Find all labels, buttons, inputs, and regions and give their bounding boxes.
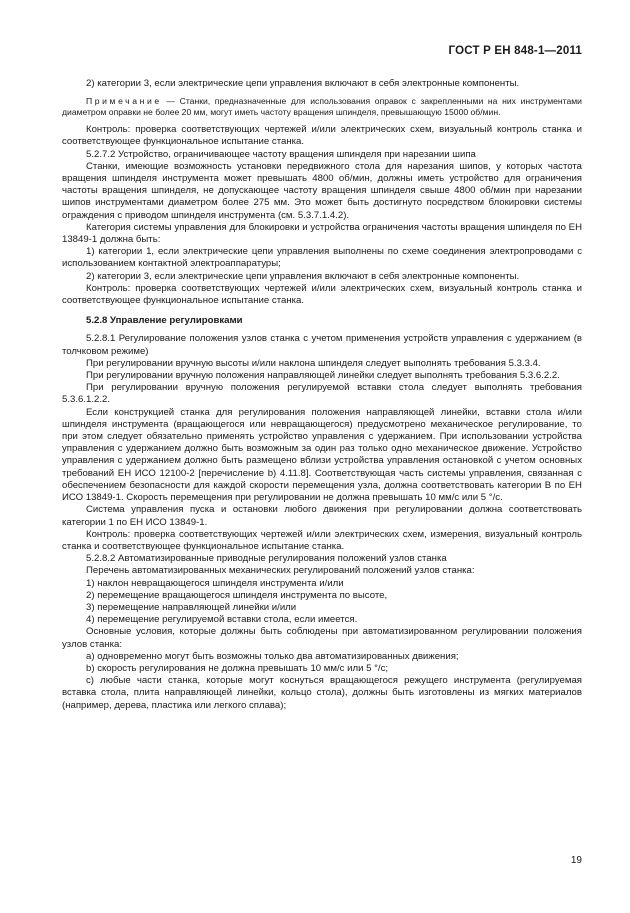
list-item: 1) наклон невращающегося шпинделя инструмента и/или bbox=[86, 577, 344, 589]
list-item: c) любые части станка, которые могут коснуться вращающегося режущего инструмента (регулируемая вставка стола, плита направляющей линейки, кольцо стола), должны быть изготовлены из мягких материалов (например, дерева, пластика или легкого сплава); bbox=[62, 675, 582, 711]
list-item: 4) перемещение регулируемой вставки стола, если имеется. bbox=[86, 614, 358, 626]
paragraph: Основные условия, которые должны быть соблюдены при автоматизированном регулировании положения узлов станка: bbox=[62, 626, 582, 650]
list-item: 1) категории 1, если электрические цепи управления выполнены по схеме соединения электропроводами с использованием контактной электроаппаратуры; bbox=[62, 246, 582, 270]
paragraph: Если конструкцией станка для регулирования положения направляющей линейки, вставки стола и/или шпинделя инструмента (вращающегося или невращающегося) предусмотрено механическое регулирование, то при этом следует обязательно применять устройство управления с удержанием. При использовании устройства управления с удержанием должно быть возможным за один раз только одно механическое движение. Устройство управления с удержанием должно быть размещено вблизи устройства управления остановкой с учетом основных требований ЕН ИСО 12100-2 [перечисление b) 4.11.8]. Соответствующая часть системы управления, связанная с обеспечением безопасности для каждой скорости перемещения узла, должна соответствовать категории В по ЕН ИСО 13849-1. Скорость перемещения при регулировании не должна превышать 10 мм/с или 5 °/с. bbox=[62, 406, 582, 504]
paragraph: Перечень автоматизированных механических регулирований положений узлов станка: bbox=[86, 565, 475, 577]
paragraph: При регулировании вручную положения направляющей линейки следует выполнять требования 5.3.6.2.2. bbox=[86, 370, 560, 382]
paragraph: Контроль: проверка соответствующих чертежей и/или электрических схем, измерения, визуальный контроль станка и соответствующее функциональное испытание станка. bbox=[62, 528, 582, 552]
note bbox=[62, 96, 582, 118]
list-item: b) скорость регулирования не должна превышать 10 мм/с или 5 °/с; bbox=[86, 662, 389, 674]
paragraph: Станки, имеющие возможность установки передвижного стола для нарезания шипов, у которых частота вращения шпинделя инструмента может превышать 4800 об/мин, должны иметь устройство для ограничения частоты вращения шпинделя, не допускающее частоту вращения шпинделя свыше 4800 об/мин при нарезании шипов инструментами диаметром более 275 мм. Это может быть достигнуто посредством блокировки системы ограждения с приводом шпинделя инструмента (см. 5.3.7.1.4.2). bbox=[62, 160, 582, 221]
standard-header: ГОСТ Р ЕН 848-1—2011 bbox=[448, 45, 582, 57]
list-item: 3) перемещение направляющей линейки и/или bbox=[86, 601, 297, 613]
paragraph: Контроль: проверка соответствующих чертежей и/или электрических схем, визуальный контроль станка и соответствующее функциональное испытание станка. bbox=[62, 124, 582, 148]
paragraph: Контроль: проверка соответствующих чертежей и/или электрических схем, визуальный контроль станка и соответствующее функциональное испытание станка. bbox=[62, 282, 582, 307]
subsection-title: 5.2.8.2 Автоматизированные приводные регулирования положений узлов станка bbox=[86, 553, 447, 565]
list-item: a) одновременно могут быть возможны только два автоматизированных движения; bbox=[86, 650, 459, 662]
note-label: Примечание bbox=[86, 96, 162, 107]
subsection-title: 5.2.8.1 Регулирование положения узлов станка с учетом применения устройств управления с удержанием (в толчковом режиме) bbox=[62, 333, 582, 357]
note-text: — Станки, предназначенные для использования оправок с закрепленными на них инструментами диаметром оправки не более 20 мм, могут иметь частоту вращения шпинделя, превышающую 15000 об/мин. bbox=[62, 96, 582, 118]
paragraph: При регулировании вручную высоты и/или наклона шпинделя следует выполнять требования 5.3.3.4. bbox=[86, 357, 541, 369]
subsection-title: 5.2.7.2 Устройство, ограничивающее частоту вращения шпинделя при нарезании шипа bbox=[86, 148, 476, 160]
list-item: 2) перемещение вращающегося шпинделя инструмента по высоте, bbox=[86, 589, 388, 601]
paragraph: При регулировании вручную положения регулируемой вставки стола следует выполнять требования 5.3.6.1.2.2. bbox=[62, 382, 582, 406]
page-body bbox=[62, 78, 582, 712]
paragraph: Категория системы управления для блокировки и устройства ограничения частоты вращения шпинделя по ЕН 13849-1 должна быть: bbox=[62, 221, 582, 246]
page-number: 19 bbox=[570, 855, 582, 866]
paragraph: Система управления пуска и остановки любого движения при регулировании должна соответствовать категории 1 по ЕН ИСО 13849-1. bbox=[62, 504, 582, 528]
paragraph: 2) категории 3, если электрические цепи управления включают в себя электронные компоненты. bbox=[86, 78, 520, 89]
section-heading: 5.2.8 Управление регулировками bbox=[86, 315, 243, 327]
list-item: 2) категории 3, если электрические цепи управления включают в себя электронные компоненты. bbox=[86, 270, 520, 282]
